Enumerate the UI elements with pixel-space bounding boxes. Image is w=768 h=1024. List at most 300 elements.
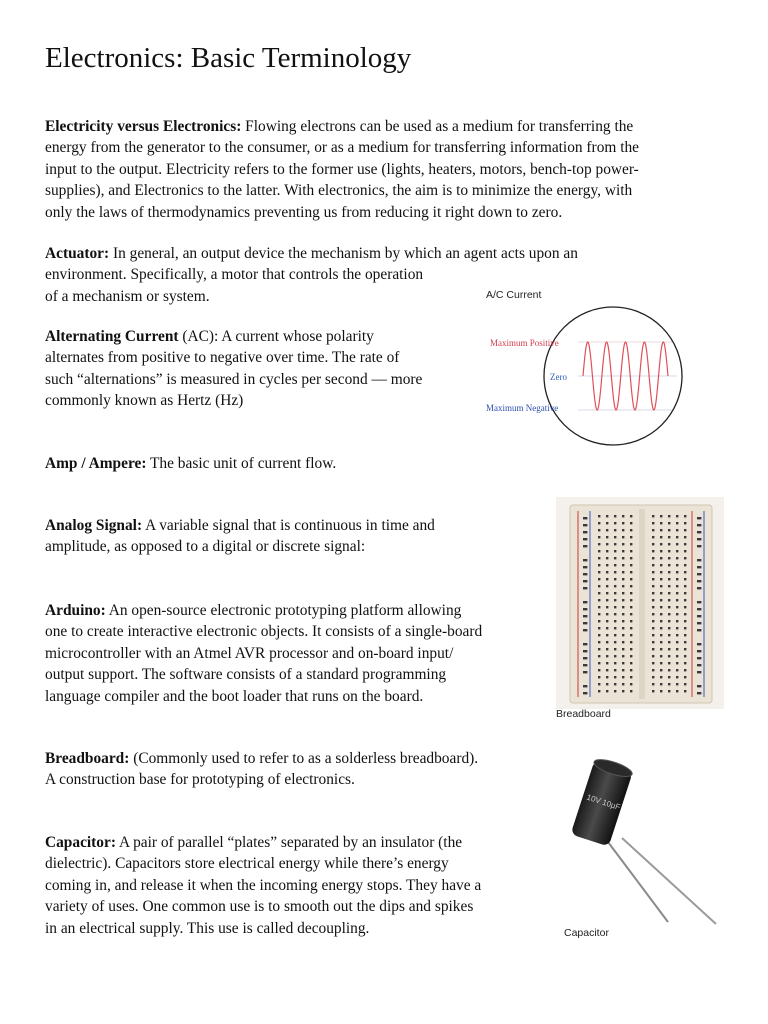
term-actuator: Actuator: bbox=[45, 245, 110, 262]
breadboard-hole bbox=[614, 606, 616, 608]
breadboard-hole bbox=[660, 522, 662, 524]
capacitor-photo bbox=[556, 752, 726, 932]
breadboard-hole bbox=[676, 599, 678, 601]
breadboard-hole bbox=[660, 641, 662, 643]
breadboard-hole bbox=[676, 529, 678, 531]
ac-waveform-figure bbox=[482, 304, 692, 454]
breadboard-rail-hole bbox=[585, 615, 587, 617]
breadboard-rail-hole bbox=[585, 580, 587, 582]
breadboard-hole bbox=[630, 613, 632, 615]
breadboard-rail-hole bbox=[585, 538, 587, 540]
breadboard-hole bbox=[652, 599, 654, 601]
breadboard-hole bbox=[622, 522, 624, 524]
ac-label-zero: Zero bbox=[550, 372, 567, 382]
breadboard-hole bbox=[598, 669, 600, 671]
breadboard-hole bbox=[622, 515, 624, 517]
breadboard-rail-hole bbox=[699, 622, 701, 624]
breadboard-hole bbox=[614, 655, 616, 657]
breadboard-hole bbox=[630, 543, 632, 545]
breadboard-rail-hole bbox=[585, 531, 587, 533]
breadboard-hole bbox=[684, 592, 686, 594]
breadboard-hole bbox=[614, 648, 616, 650]
breadboard-hole bbox=[660, 536, 662, 538]
breadboard-hole bbox=[606, 564, 608, 566]
breadboard-hole bbox=[606, 683, 608, 685]
breadboard-hole bbox=[622, 690, 624, 692]
breadboard-hole bbox=[652, 676, 654, 678]
breadboard-hole bbox=[676, 620, 678, 622]
breadboard-hole bbox=[630, 557, 632, 559]
breadboard-hole bbox=[660, 557, 662, 559]
breadboard-hole bbox=[598, 592, 600, 594]
breadboard-hole bbox=[660, 620, 662, 622]
breadboard-hole bbox=[668, 690, 670, 692]
breadboard-hole bbox=[652, 634, 654, 636]
breadboard-hole bbox=[676, 648, 678, 650]
breadboard-hole bbox=[598, 634, 600, 636]
breadboard-hole bbox=[668, 641, 670, 643]
breadboard-hole bbox=[614, 550, 616, 552]
breadboard-rail-hole bbox=[699, 587, 701, 589]
breadboard-hole bbox=[660, 627, 662, 629]
breadboard-hole bbox=[606, 543, 608, 545]
breadboard-rail-hole bbox=[585, 559, 587, 561]
breadboard-hole bbox=[598, 648, 600, 650]
breadboard-hole bbox=[684, 536, 686, 538]
breadboard-hole bbox=[684, 599, 686, 601]
breadboard-hole bbox=[668, 571, 670, 573]
breadboard-hole bbox=[598, 522, 600, 524]
breadboard-hole bbox=[622, 662, 624, 664]
breadboard-rail-hole bbox=[585, 545, 587, 547]
breadboard-hole bbox=[622, 620, 624, 622]
breadboard-hole bbox=[676, 578, 678, 580]
breadboard-hole bbox=[676, 634, 678, 636]
breadboard-rail-hole bbox=[699, 692, 701, 694]
breadboard-hole bbox=[676, 662, 678, 664]
breadboard-hole bbox=[652, 536, 654, 538]
breadboard-hole bbox=[606, 599, 608, 601]
breadboard-hole bbox=[660, 529, 662, 531]
breadboard-hole bbox=[630, 634, 632, 636]
breadboard-hole bbox=[614, 627, 616, 629]
breadboard-hole bbox=[668, 592, 670, 594]
breadboard-hole bbox=[606, 571, 608, 573]
breadboard-hole bbox=[598, 683, 600, 685]
term-analog-signal: Analog Signal: bbox=[45, 517, 143, 534]
breadboard-hole bbox=[598, 543, 600, 545]
breadboard-hole bbox=[614, 564, 616, 566]
breadboard-hole bbox=[668, 536, 670, 538]
breadboard-hole bbox=[606, 592, 608, 594]
breadboard-hole bbox=[606, 606, 608, 608]
breadboard-hole bbox=[630, 620, 632, 622]
breadboard-hole bbox=[676, 613, 678, 615]
breadboard-hole bbox=[614, 578, 616, 580]
breadboard-rail-hole bbox=[585, 601, 587, 603]
capacitor-figure-caption: Capacitor bbox=[564, 927, 609, 939]
breadboard-hole bbox=[652, 690, 654, 692]
breadboard-hole bbox=[676, 690, 678, 692]
breadboard-hole bbox=[660, 592, 662, 594]
term-breadboard: Breadboard: bbox=[45, 750, 130, 767]
breadboard-hole bbox=[622, 592, 624, 594]
breadboard-hole bbox=[684, 641, 686, 643]
breadboard-center-channel bbox=[639, 509, 645, 699]
breadboard-hole bbox=[630, 655, 632, 657]
breadboard-hole bbox=[684, 627, 686, 629]
breadboard-hole bbox=[684, 648, 686, 650]
breadboard-hole bbox=[676, 669, 678, 671]
breadboard-hole bbox=[630, 529, 632, 531]
breadboard-hole bbox=[676, 564, 678, 566]
capacitor-marking: 10V 10µF bbox=[585, 792, 622, 812]
breadboard-hole bbox=[684, 571, 686, 573]
breadboard-hole bbox=[684, 620, 686, 622]
breadboard-hole bbox=[630, 676, 632, 678]
page-title: Electronics: Basic Terminology bbox=[45, 42, 412, 74]
breadboard-hole bbox=[676, 676, 678, 678]
breadboard-rail-hole bbox=[699, 608, 701, 610]
breadboard-hole bbox=[684, 634, 686, 636]
breadboard-hole bbox=[652, 613, 654, 615]
breadboard-hole bbox=[598, 585, 600, 587]
breadboard-hole bbox=[684, 564, 686, 566]
breadboard-hole bbox=[622, 683, 624, 685]
breadboard-hole bbox=[676, 585, 678, 587]
breadboard-hole bbox=[668, 578, 670, 580]
breadboard-hole bbox=[660, 571, 662, 573]
breadboard-hole bbox=[622, 648, 624, 650]
breadboard-hole bbox=[606, 557, 608, 559]
breadboard-hole bbox=[630, 690, 632, 692]
breadboard-rail-hole bbox=[699, 531, 701, 533]
breadboard-hole bbox=[606, 662, 608, 664]
breadboard-hole bbox=[614, 571, 616, 573]
breadboard-hole bbox=[606, 676, 608, 678]
breadboard-hole bbox=[652, 606, 654, 608]
breadboard-hole bbox=[660, 599, 662, 601]
breadboard-rail-hole bbox=[699, 685, 701, 687]
breadboard-hole bbox=[652, 515, 654, 517]
breadboard-hole bbox=[606, 536, 608, 538]
entry-actuator: Actuator: In general, an output device the mechanism by which an agent acts upon an environment. Specifically, a motor that controls the operation of a mechanism or system. bbox=[45, 245, 578, 305]
breadboard-hole bbox=[684, 606, 686, 608]
term-capacitor: Capacitor: bbox=[45, 834, 116, 851]
breadboard-hole bbox=[630, 571, 632, 573]
breadboard-hole bbox=[668, 606, 670, 608]
term-amp: Amp / Ampere: bbox=[45, 455, 147, 472]
ac-figure-caption: A/C Current bbox=[486, 289, 542, 301]
breadboard-hole bbox=[668, 627, 670, 629]
breadboard-hole bbox=[652, 585, 654, 587]
breadboard-hole bbox=[676, 536, 678, 538]
breadboard-rail-hole bbox=[699, 657, 701, 659]
breadboard-rail-hole bbox=[699, 615, 701, 617]
breadboard-rail-hole bbox=[699, 517, 701, 519]
breadboard-rail-hole bbox=[585, 671, 587, 673]
breadboard-hole bbox=[614, 634, 616, 636]
breadboard-rail-hole bbox=[699, 566, 701, 568]
breadboard-hole bbox=[622, 676, 624, 678]
breadboard-hole bbox=[614, 683, 616, 685]
breadboard-hole bbox=[630, 662, 632, 664]
breadboard-hole bbox=[630, 648, 632, 650]
breadboard-hole bbox=[668, 557, 670, 559]
breadboard-hole bbox=[614, 522, 616, 524]
breadboard-hole bbox=[684, 662, 686, 664]
breadboard-hole bbox=[622, 550, 624, 552]
breadboard-hole bbox=[684, 543, 686, 545]
breadboard-hole bbox=[598, 655, 600, 657]
breadboard-hole bbox=[668, 564, 670, 566]
breadboard-rail-hole bbox=[585, 629, 587, 631]
breadboard-hole bbox=[598, 620, 600, 622]
breadboard-hole bbox=[668, 655, 670, 657]
breadboard-hole bbox=[684, 578, 686, 580]
breadboard-hole bbox=[606, 550, 608, 552]
breadboard-hole bbox=[614, 585, 616, 587]
capacitor-lead-left bbox=[608, 842, 668, 922]
breadboard-hole bbox=[614, 690, 616, 692]
breadboard-hole bbox=[614, 620, 616, 622]
breadboard-hole bbox=[614, 599, 616, 601]
breadboard-hole bbox=[606, 620, 608, 622]
breadboard-hole bbox=[668, 522, 670, 524]
breadboard-rail-hole bbox=[585, 608, 587, 610]
breadboard-rail-hole bbox=[699, 629, 701, 631]
breadboard-hole bbox=[660, 564, 662, 566]
breadboard-hole bbox=[684, 669, 686, 671]
breadboard-hole bbox=[622, 536, 624, 538]
breadboard-hole bbox=[598, 599, 600, 601]
breadboard-hole bbox=[622, 529, 624, 531]
entry-ac: Alternating Current (AC): A current whose polarity alternates from positive to negative over time. The rate of such “alternations” is measured in cycles per second — more commonly known as Hertz (Hz) bbox=[45, 328, 423, 410]
breadboard-hole bbox=[622, 557, 624, 559]
breadboard-hole bbox=[660, 585, 662, 587]
breadboard-hole bbox=[660, 543, 662, 545]
breadboard-hole bbox=[668, 613, 670, 615]
breadboard-hole bbox=[668, 529, 670, 531]
breadboard-hole bbox=[668, 599, 670, 601]
breadboard-hole bbox=[676, 683, 678, 685]
breadboard-hole bbox=[684, 515, 686, 517]
breadboard-hole bbox=[630, 641, 632, 643]
breadboard-hole bbox=[630, 515, 632, 517]
breadboard-figure-caption: Breadboard bbox=[556, 708, 611, 720]
breadboard-rail-hole bbox=[699, 573, 701, 575]
breadboard-hole bbox=[598, 606, 600, 608]
breadboard-hole bbox=[622, 634, 624, 636]
breadboard-hole bbox=[660, 613, 662, 615]
breadboard-hole bbox=[676, 606, 678, 608]
entry-analog-signal: Analog Signal: A variable signal that is continuous in time and amplitude, as opposed to a digital or discrete signal: bbox=[45, 517, 435, 556]
breadboard-hole bbox=[614, 536, 616, 538]
breadboard-hole bbox=[622, 578, 624, 580]
breadboard-hole bbox=[660, 634, 662, 636]
breadboard-hole bbox=[598, 627, 600, 629]
breadboard-hole bbox=[660, 550, 662, 552]
breadboard-hole bbox=[660, 669, 662, 671]
breadboard-hole bbox=[598, 578, 600, 580]
breadboard-rail-hole bbox=[585, 566, 587, 568]
breadboard-rail-hole bbox=[699, 559, 701, 561]
breadboard-hole bbox=[676, 655, 678, 657]
breadboard-hole bbox=[684, 690, 686, 692]
breadboard-hole bbox=[676, 557, 678, 559]
breadboard-hole bbox=[606, 669, 608, 671]
breadboard-rail-hole bbox=[585, 650, 587, 652]
breadboard-hole bbox=[676, 522, 678, 524]
breadboard-rail-hole bbox=[699, 580, 701, 582]
entry-arduino: Arduino: An open-source electronic prototyping platform allowing one to create interactive electronic objects. It consists of a single-board microcontroller with an Atmel AVR processor and on-board input/ output support. The software consists of a standard programming language compiler and the boot loader that runs on the board. bbox=[45, 602, 483, 705]
breadboard-rail-hole bbox=[699, 601, 701, 603]
breadboard-rail-hole bbox=[699, 664, 701, 666]
breadboard-hole bbox=[598, 641, 600, 643]
ac-label-positive: Maximum Positive bbox=[490, 338, 559, 348]
breadboard-rail-hole bbox=[585, 573, 587, 575]
breadboard-hole bbox=[622, 599, 624, 601]
breadboard-hole bbox=[614, 676, 616, 678]
breadboard-hole bbox=[614, 557, 616, 559]
breadboard-rail-hole bbox=[585, 524, 587, 526]
breadboard-hole bbox=[598, 690, 600, 692]
breadboard-hole bbox=[684, 529, 686, 531]
breadboard-hole bbox=[614, 641, 616, 643]
breadboard-hole bbox=[652, 648, 654, 650]
breadboard-hole bbox=[630, 578, 632, 580]
breadboard-rail-hole bbox=[585, 587, 587, 589]
breadboard-hole bbox=[606, 585, 608, 587]
breadboard-hole bbox=[606, 627, 608, 629]
breadboard-hole bbox=[668, 683, 670, 685]
breadboard-hole bbox=[606, 529, 608, 531]
breadboard-hole bbox=[630, 550, 632, 552]
breadboard-hole bbox=[598, 571, 600, 573]
breadboard-hole bbox=[652, 550, 654, 552]
breadboard-rail-hole bbox=[699, 524, 701, 526]
breadboard-hole bbox=[630, 522, 632, 524]
breadboard-hole bbox=[598, 529, 600, 531]
breadboard-hole bbox=[598, 557, 600, 559]
breadboard-photo bbox=[556, 497, 724, 709]
breadboard-rail-hole bbox=[585, 657, 587, 659]
breadboard-hole bbox=[652, 641, 654, 643]
breadboard-hole bbox=[676, 641, 678, 643]
breadboard-hole bbox=[606, 655, 608, 657]
breadboard-hole bbox=[652, 627, 654, 629]
breadboard-hole bbox=[622, 613, 624, 615]
breadboard-hole bbox=[622, 627, 624, 629]
breadboard-hole bbox=[614, 529, 616, 531]
breadboard-hole bbox=[652, 655, 654, 657]
entry-breadboard: Breadboard: (Commonly used to refer to as a solderless breadboard). A construction base for prototyping of electronics. bbox=[45, 750, 479, 789]
breadboard-hole bbox=[660, 578, 662, 580]
breadboard-hole bbox=[668, 676, 670, 678]
breadboard-hole bbox=[668, 620, 670, 622]
breadboard-hole bbox=[622, 606, 624, 608]
breadboard-hole bbox=[606, 515, 608, 517]
breadboard-hole bbox=[660, 690, 662, 692]
breadboard-hole bbox=[606, 522, 608, 524]
breadboard-hole bbox=[652, 662, 654, 664]
breadboard-hole bbox=[614, 662, 616, 664]
breadboard-hole bbox=[622, 655, 624, 657]
breadboard-hole bbox=[660, 676, 662, 678]
breadboard-hole bbox=[684, 613, 686, 615]
breadboard-hole bbox=[622, 669, 624, 671]
entry-amp: Amp / Ampere: The basic unit of current flow. bbox=[45, 455, 337, 472]
breadboard-hole bbox=[676, 515, 678, 517]
breadboard-hole bbox=[676, 543, 678, 545]
breadboard-hole bbox=[652, 564, 654, 566]
breadboard-hole bbox=[684, 585, 686, 587]
breadboard-hole bbox=[606, 641, 608, 643]
breadboard-rail-hole bbox=[699, 650, 701, 652]
breadboard-hole bbox=[668, 550, 670, 552]
breadboard-hole bbox=[606, 648, 608, 650]
entry-electricity: Electricity versus Electronics: Flowing electrons can be used as a medium for transferring the energy from the generator to the consumer, or as a medium for transferring information from the input to the output. Electricity refers to the former use (lights, heaters, motors, bench-top power- supplies), and Electronics to the latter. With electronics, the aim is to minimize the energy, with only the laws of thermodynamics preventing us from reducing it right down to zero. bbox=[45, 118, 640, 221]
breadboard-hole bbox=[676, 592, 678, 594]
breadboard-hole bbox=[652, 620, 654, 622]
breadboard-hole bbox=[684, 676, 686, 678]
breadboard-hole bbox=[630, 606, 632, 608]
breadboard-hole bbox=[652, 669, 654, 671]
breadboard-hole bbox=[676, 627, 678, 629]
breadboard-hole bbox=[614, 515, 616, 517]
breadboard-hole bbox=[630, 669, 632, 671]
breadboard-hole bbox=[622, 641, 624, 643]
breadboard-hole bbox=[630, 599, 632, 601]
breadboard-hole bbox=[622, 564, 624, 566]
breadboard-hole bbox=[606, 690, 608, 692]
breadboard-hole bbox=[660, 683, 662, 685]
term-arduino: Arduino: bbox=[45, 602, 106, 619]
breadboard-hole bbox=[652, 571, 654, 573]
breadboard-rail-hole bbox=[699, 643, 701, 645]
term-electricity: Electricity versus Electronics: bbox=[45, 118, 242, 135]
ac-label-negative: Maximum Negative bbox=[486, 403, 559, 413]
breadboard-rail-hole bbox=[699, 671, 701, 673]
breadboard-hole bbox=[598, 662, 600, 664]
breadboard-hole bbox=[676, 571, 678, 573]
breadboard-hole bbox=[652, 522, 654, 524]
term-ac: Alternating Current bbox=[45, 328, 179, 345]
breadboard-hole bbox=[598, 613, 600, 615]
breadboard-hole bbox=[652, 578, 654, 580]
breadboard-rail-hole bbox=[585, 517, 587, 519]
breadboard-hole bbox=[668, 648, 670, 650]
breadboard-hole bbox=[652, 557, 654, 559]
breadboard-rail-hole bbox=[699, 538, 701, 540]
breadboard-rail-hole bbox=[585, 622, 587, 624]
breadboard-hole bbox=[598, 536, 600, 538]
breadboard-hole bbox=[598, 515, 600, 517]
breadboard-hole bbox=[668, 669, 670, 671]
breadboard-hole bbox=[630, 683, 632, 685]
breadboard-hole bbox=[598, 550, 600, 552]
breadboard-hole bbox=[652, 683, 654, 685]
breadboard-hole bbox=[652, 529, 654, 531]
breadboard-hole bbox=[684, 522, 686, 524]
breadboard-hole bbox=[668, 543, 670, 545]
breadboard-hole bbox=[630, 627, 632, 629]
breadboard-hole bbox=[684, 550, 686, 552]
breadboard-hole bbox=[630, 592, 632, 594]
breadboard-hole bbox=[630, 536, 632, 538]
breadboard-hole bbox=[606, 634, 608, 636]
breadboard-hole bbox=[684, 683, 686, 685]
